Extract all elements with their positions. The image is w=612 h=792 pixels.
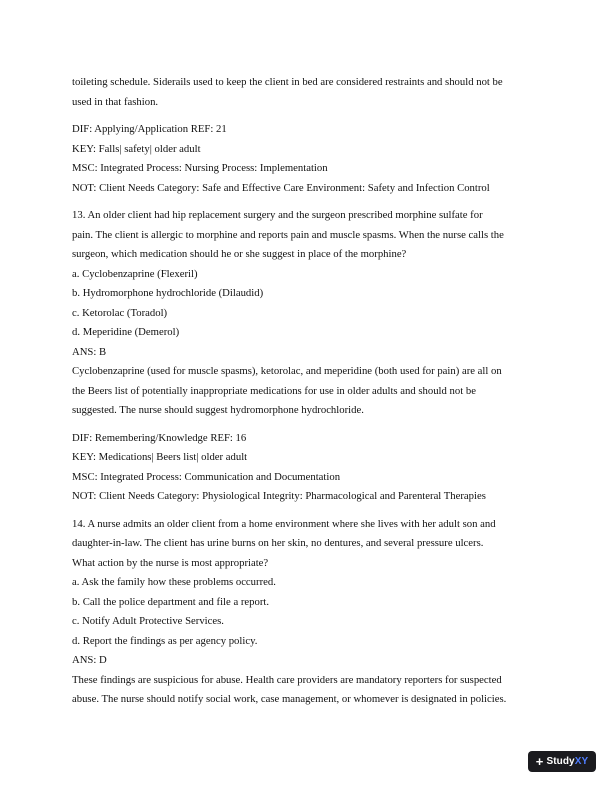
plus-icon: + xyxy=(535,754,544,769)
answer-option: d. Meperidine (Demerol) xyxy=(72,326,180,338)
meta-key: KEY: Medications| Beers list| older adult xyxy=(72,451,248,463)
question-stem: daughter-in-law. The client has urine burns on her skin, no dentures, and several pressure ulcers. xyxy=(72,537,484,549)
answer-option: c. Notify Adult Protective Services. xyxy=(72,615,224,627)
meta-key: KEY: Falls| safety| older adult xyxy=(72,142,201,155)
badge-label-study: Study xyxy=(546,756,575,767)
meta-not: NOT: Client Needs Category: Safe and Effective Care Environment: Safety and Infection Control xyxy=(72,181,490,194)
text-line: toileting schedule. Siderails used to keep the client in bed are considered restraints and should not be xyxy=(72,76,503,88)
question-stem: 14. A nurse admits an older client from a home environment where she lives with her adult son and xyxy=(72,517,496,530)
meta-msc: MSC: Integrated Process: Nursing Process: Implementation xyxy=(72,162,328,174)
meta-msc: MSC: Integrated Process: Communication and Documentation xyxy=(72,470,341,483)
rationale-line: the Beers list of potentially inappropriate medications for use in older adults and should not be xyxy=(72,384,476,397)
text-line: used in that fashion. xyxy=(72,95,159,108)
studyxy-badge[interactable] xyxy=(528,751,596,772)
rationale-line: suggested. The nurse should suggest hydromorphone hydrochloride. xyxy=(72,404,364,416)
question-stem: What action by the nurse is most appropriate? xyxy=(72,556,269,569)
answer-option: a. Cyclobenzaprine (Flexeril) xyxy=(72,267,198,280)
question-stem: pain. The client is allergic to morphine and reports pain and muscle spasms. When the nurse calls the xyxy=(72,228,504,241)
answer-key: ANS: D xyxy=(72,654,107,666)
meta-dif: DIF: Applying/Application REF: 21 xyxy=(72,123,227,135)
meta-not: NOT: Client Needs Category: Physiological Integrity: Pharmacological and Parenteral Therapies xyxy=(72,490,486,502)
answer-option: b. Call the police department and file a report. xyxy=(72,595,270,608)
answer-option: d. Report the findings as per agency policy. xyxy=(72,634,258,647)
meta-dif: DIF: Remembering/Knowledge REF: 16 xyxy=(72,431,247,444)
answer-key: ANS: B xyxy=(72,345,107,358)
rationale-line: These findings are suspicious for abuse. Health care providers are mandatory reporters for suspected xyxy=(72,673,502,686)
answer-option: c. Ketorolac (Toradol) xyxy=(72,306,168,319)
rationale-line: Cyclobenzaprine (used for muscle spasms), ketorolac, and meperidine (both used for pain) are all on xyxy=(72,365,502,377)
question-stem: surgeon, which medication should he or she suggest in place of the morphine? xyxy=(72,248,407,260)
question-stem: 13. An older client had hip replacement surgery and the surgeon prescribed morphine sulfate for xyxy=(72,209,483,221)
badge-label-xy: XY xyxy=(574,756,589,767)
document-page xyxy=(72,73,548,710)
answer-option: b. Hydromorphone hydrochloride (Dilaudid) xyxy=(72,287,264,299)
rationale-line: abuse. The nurse should notify social work, case management, or whomever is designated in policies. xyxy=(72,693,507,705)
answer-option: a. Ask the family how these problems occurred. xyxy=(72,576,276,588)
